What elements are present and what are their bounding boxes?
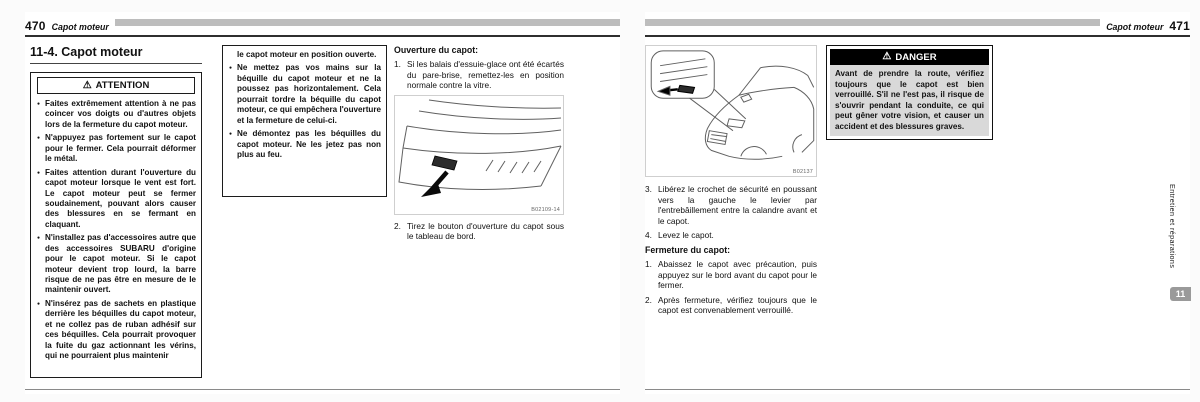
step-text: Abaissez le capot avec précaution, puis appuyez sur le bord avant du capot pour le fermer. [658, 259, 817, 291]
danger-box [826, 45, 993, 140]
header-band [115, 19, 620, 26]
page-471 [645, 12, 1190, 394]
attention-item: ● N'installez pas d'accessoires autre que des accessoires SUBARU d'origine pour le capot moteur. Si le capot moteur devient trop lourd, la barre risque de ne pas être en mesure de le maintenir ouvert. [36, 233, 196, 296]
attention-item: ● N'appuyez pas fortement sur le capot pour le fermer. Cela pourrait déformer le métal. [36, 133, 196, 164]
attention-header [37, 77, 195, 94]
step-text: Après fermeture, vérifiez toujours que le capot est convenablement verrouillé. [658, 294, 817, 316]
page-number: 470 [25, 18, 46, 33]
attention-item: ● Ne démontez pas les béquilles du capot moteur. Ne les jetez pas non plus au feu. [228, 129, 381, 160]
closing-heading: Fermeture du capot: [645, 245, 731, 256]
column-1 [645, 45, 817, 320]
figure-code: B02137 [792, 169, 813, 175]
step-text: Tirez le bouton d'ouverture du capot sous le tableau de bord. [407, 220, 564, 242]
step-number: 2. [394, 220, 401, 231]
step-number: 1. [394, 59, 401, 69]
car-front-illustration [646, 46, 816, 176]
page-header-left [25, 18, 620, 33]
danger-text: Avant de prendre la route, vérifiez toujours que le capot est bien verrouillé. S'il ne l'est pas, il risque de s'ouvrir pendant la conduite, ce qui peut gêner votre vision, et causer un accident et des blessures graves. [830, 65, 989, 136]
attention-item: ● Faites extrêmement attention à ne pas coincer vos doigts ou d'autres objets lors de la fermeture du capot moteur. [36, 99, 196, 130]
hood-release-illustration [395, 96, 563, 214]
step-number: 4. [645, 230, 652, 241]
attention-item: ● Faites attention durant l'ouverture du capot moteur lorsque le vent est fort. Le capot moteur peut se fermer soudainement, pouvant alors causer des blessures en se fermant en claquant. [36, 168, 196, 231]
opening-step-3 [645, 184, 817, 226]
page-bottom-rule [25, 389, 620, 390]
header-rule [645, 35, 1190, 37]
step-text: Libérez le crochet de sécurité en poussant vers la gauche le levier par l'entrebâillement entre la calandre avant et le capot. [658, 184, 817, 226]
attention-item: ● Ne mettez pas vos mains sur la béquille du capot moteur et ne la poussez pas horizontalement. Cela pourrait tordre la béquille du capot moteur, ce qui empêchera l'ouverture et la fermeture de celui-ci. [228, 63, 381, 126]
danger-label: DANGER [895, 51, 937, 63]
page-470 [25, 12, 620, 394]
figure-safety-catch [645, 45, 817, 177]
column-2 [222, 45, 387, 197]
step-text: Si les balais d'essuie-glace ont été écartés du pare-brise, remettez-les en position normale contre la vitre. [407, 59, 564, 91]
opening-step-4 [645, 230, 817, 241]
header-section-title: Capot moteur [51, 21, 109, 32]
page-bottom-rule [645, 389, 1190, 390]
chapter-number-badge: 11 [1170, 287, 1191, 301]
danger-header [830, 49, 989, 65]
header-band [645, 19, 1100, 26]
warning-icon: ⚠ [882, 51, 892, 62]
attention-box [30, 72, 202, 378]
step-number: 2. [645, 294, 652, 305]
figure-hood-release-lever [394, 95, 564, 215]
page-number: 471 [1169, 18, 1190, 33]
opening-heading: Ouverture du capot: [394, 45, 479, 55]
page-header-right [645, 18, 1190, 33]
step-number: 1. [645, 259, 652, 270]
figure-code: B02109-14 [531, 206, 560, 213]
attention-item: ● N'insérez pas de sachets en plastique derrière les béquilles du capot moteur, et ne collez pas de ruban adhésif sur ces béquilles. Cela pourrait provoquer la fuite du gaz actionnant les vérins, qui ne pourraient plus maintenir [36, 299, 196, 362]
column-3 [394, 45, 564, 246]
closing-step-2 [645, 295, 817, 316]
closing-step-1 [645, 259, 817, 291]
header-section-title: Capot moteur [1106, 21, 1164, 32]
header-rule [25, 35, 620, 37]
attention-label: ATTENTION [95, 80, 150, 91]
step-text: Levez le capot. [658, 230, 714, 241]
opening-step-1 [394, 59, 564, 91]
step-number: 3. [645, 184, 652, 194]
attention-box-continued [222, 45, 387, 197]
column-1 [30, 45, 202, 378]
chapter-vertical-label: Entretien et réparations [1168, 184, 1177, 269]
attention-item-continued: le capot moteur en position ouverte. [237, 50, 377, 59]
opening-step-2 [394, 221, 564, 242]
warning-icon: ⚠ [82, 79, 92, 91]
section-title: 11-4. Capot moteur [30, 45, 202, 64]
